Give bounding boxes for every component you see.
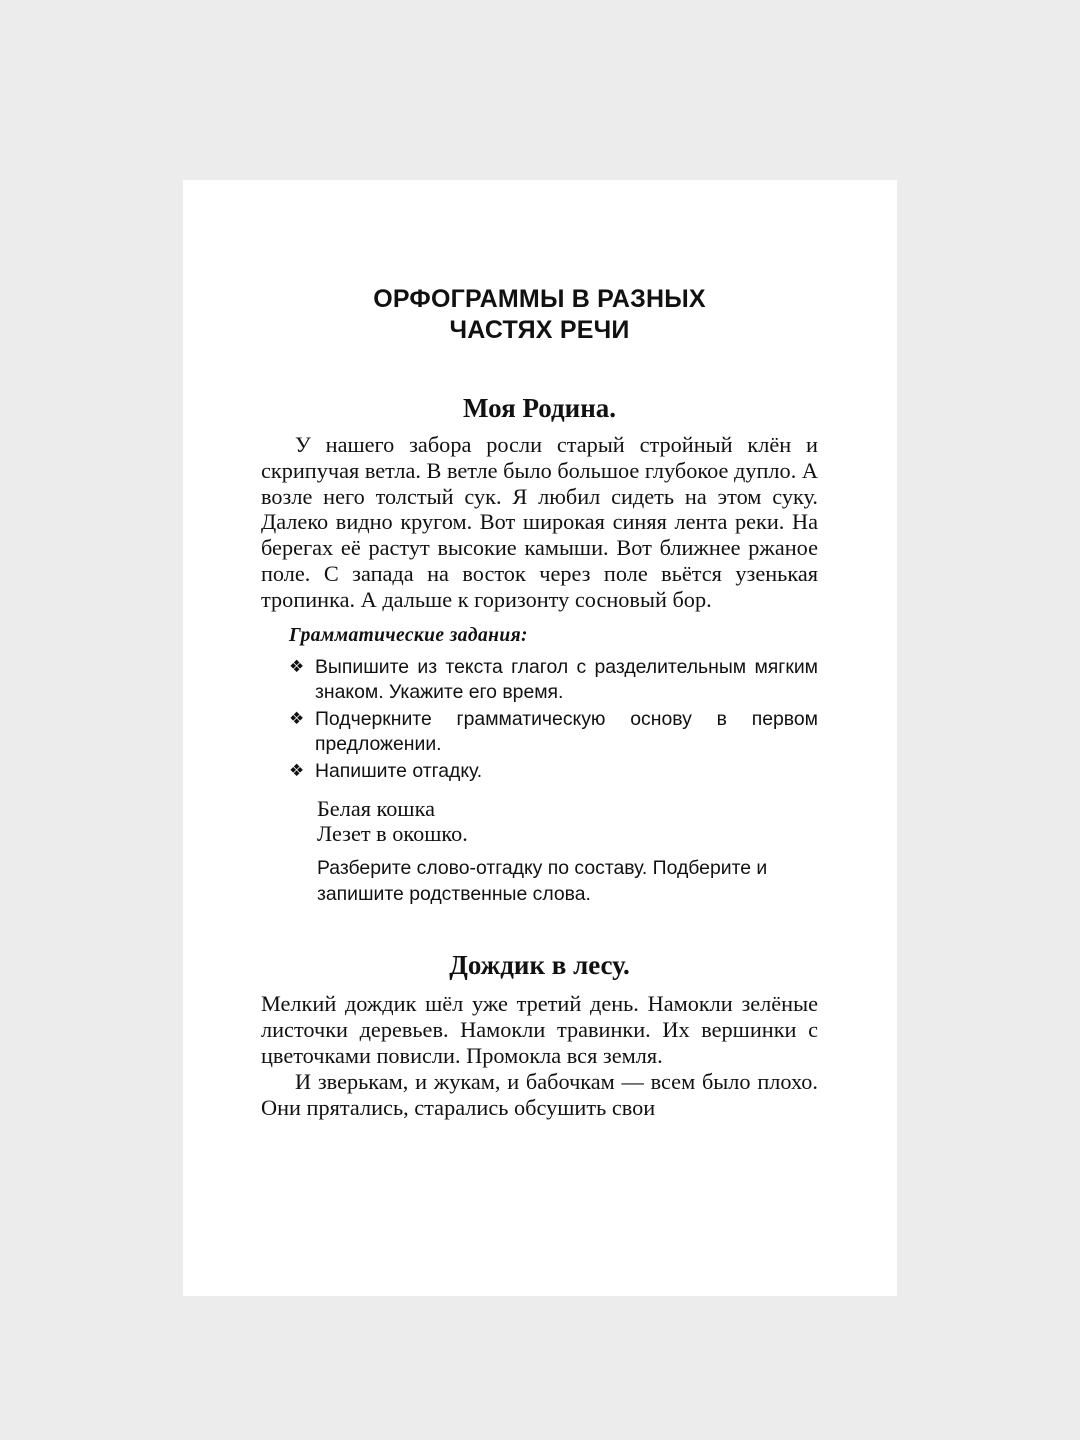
- chapter-title-line-2: ЧАСТЯХ РЕЧИ: [449, 316, 630, 344]
- grammar-task: [261, 707, 818, 758]
- riddle: [317, 796, 818, 848]
- riddle-line-2: Лезет в окошко.: [317, 821, 468, 847]
- diamond-bullet-icon: ❖: [289, 656, 305, 677]
- paragraph: Мелкий дождик шёл уже третий день. Намокли зелёные листочки деревьев. Намокли травинки. Их вершинки с цветочками повисли. Промокла вся земля.: [261, 991, 818, 1068]
- section-title-my-homeland: Моя Родина.: [462, 393, 617, 423]
- riddle-line-1: Белая кошка: [317, 795, 435, 821]
- text-my-homeland: [261, 432, 818, 613]
- riddle-task: Разберите слово-отгадку по составу. Подберите и запишите родственные слова.: [317, 857, 768, 905]
- page-content: [261, 284, 818, 1120]
- chapter-title-line-1: ОРФОГРАММЫ В РАЗНЫХ: [373, 285, 706, 313]
- grammar-task-text: Подчеркните грамматическую основу в первом предложении.: [315, 707, 818, 756]
- chapter-title: [261, 284, 818, 346]
- text-rain-in-forest: [261, 991, 818, 1120]
- paragraph: И зверькам, и жукам, и бабочкам — всем было плохо. Они прятались, старались обсушить свои: [261, 1068, 818, 1120]
- paragraph: У нашего забора росли старый стройный клён и скрипучая ветла. В ветле было большое глубокое дупло. А возле него толстый сук. Я любил сидеть на этом суку. Далеко видно кругом. Вот широкая синяя лента реки. На берегах её растут высокие камыши. Вот ближнее ржаное поле. С запада на восток через поле вьётся узенькая тропинка. А дальше к горизонту сосновый бор.: [261, 432, 818, 612]
- grammar-task-text: Напишите отгадку.: [315, 759, 483, 782]
- diamond-bullet-icon: ❖: [289, 760, 305, 781]
- book-page: [183, 180, 897, 1296]
- grammar-task-text: Выпишите из текста глагол с разделительным мягким знаком. Укажите его время.: [315, 655, 818, 704]
- grammar-tasks-heading: Грамматические задания:: [289, 624, 528, 646]
- diamond-bullet-icon: ❖: [289, 708, 305, 729]
- section-title-rain-in-forest: Дождик в лесу.: [449, 950, 630, 981]
- grammar-task: [261, 759, 818, 785]
- grammar-task-list: [261, 655, 818, 785]
- grammar-task: [261, 655, 818, 706]
